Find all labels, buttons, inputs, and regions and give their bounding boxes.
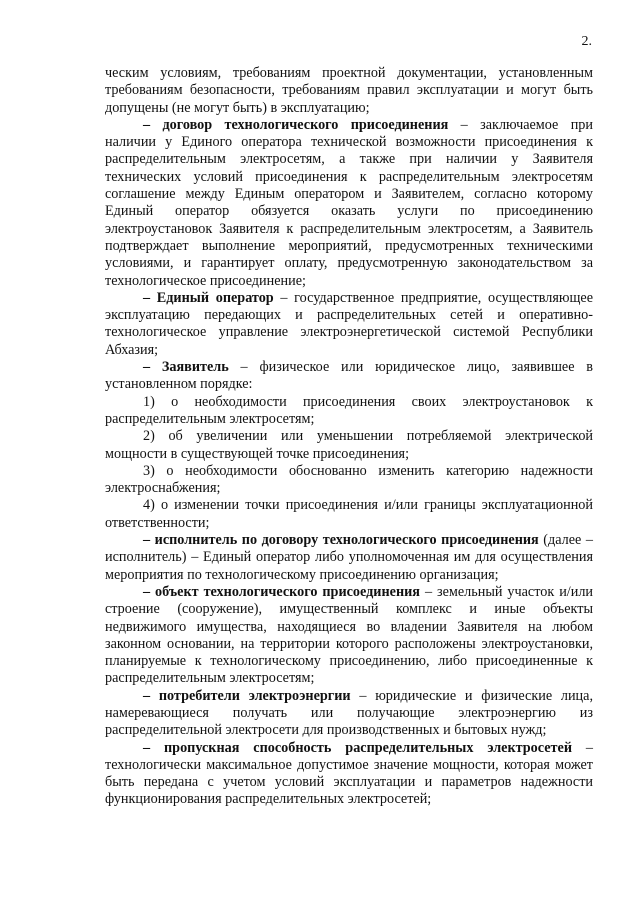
definition-capacity xyxy=(105,740,593,809)
defined-term: – Единый оператор xyxy=(143,289,274,306)
list-item xyxy=(105,497,593,532)
definition-text: – земельный участок и/или строение (сооружение), имущественный комплекс и иные объекты недвижимого имущества, находящиеся во владении Заявителя на любом законном основании, на территории которого расположены электроустановки, планируемые к технологическому присоединению, либо присоединенные к распределительным электросетям; xyxy=(105,583,593,687)
definition-text: – государственное предприятие, осуществляющее эксплуатацию передающих и распределительных сетей и оперативно-технологическое управление электроэнергетической системой Республики Абхазия; xyxy=(105,289,593,358)
definition-text: – заключаемое при наличии у Единого оператора технической возможности присоединения к распределительным электросетям, а также при наличии у Заявителя технических условий присоединения к распределительным электросетям соглашение между Единым оператором и Заявителем, согласно которому Единый оператор обязуется оказать услуги по присоединению электроустановок Заявителя к распределительным электросетям, а Заявитель подтверждает выполнение мероприятий, предусмотренных техническими условиями, и гарантирует оплату, предусмотренную законодательством за технологическое присоединение; xyxy=(105,116,593,289)
list-item-text: 1) о необходимости присоединения своих электроустановок к распределительным электросетям; xyxy=(105,393,593,427)
definition-contractor xyxy=(105,532,593,584)
document-body xyxy=(105,65,593,809)
paragraph-text: ческим условиям, требованиям проектной документации, установленным требованиям безопасности, требованиям правил эксплуатации и могут быть допущены (не могут быть) в эксплуатацию; xyxy=(105,65,593,116)
page-number: 2. xyxy=(581,34,592,49)
defined-term: – пропускная способность распределительных электросетей xyxy=(143,739,572,756)
defined-term: – исполнитель по договору технологического присоединения xyxy=(143,532,539,549)
list-item-text: 4) о изменении точки присоединения и/или границы эксплуатационной ответственности; xyxy=(105,497,593,531)
defined-term: – Заявитель xyxy=(143,359,229,376)
list-item-text: 3) о необходимости обоснованно изменить категорию надежности электроснабжения; xyxy=(105,462,593,497)
definition-contract xyxy=(105,117,593,290)
definition-operator xyxy=(105,290,593,359)
list-item xyxy=(105,394,593,429)
definition-text: (далее – исполнитель) – Единый оператор либо уполномоченная им для осуществления мероприятия по технологическому присоединению организация; xyxy=(105,532,593,583)
definition-consumers xyxy=(105,688,593,740)
definition-text: – физическое или юридическое лицо, заявившее в установленном порядке: xyxy=(105,359,593,393)
defined-term: – потребители электроэнергии xyxy=(143,687,351,704)
list-item-text: 2) об увеличении или уменьшении потребляемой электрической мощности в существующей точке присоединения; xyxy=(105,428,593,462)
defined-term: – договор технологического присоединения xyxy=(143,116,449,133)
definition-applicant xyxy=(105,359,593,394)
paragraph-continuation xyxy=(105,65,593,117)
list-item xyxy=(105,463,593,498)
definition-text: – юридические и физические лица, намеревающиеся получать или получающие электроэнергию из распределительной электросети для производственных и бытовых нужд; xyxy=(105,687,593,739)
list-item xyxy=(105,428,593,463)
definition-text: – технологически максимальное допустимое значение мощности, которая может быть передана с учетом условий эксплуатации и параметров надежности функционирования распределительных электросетей; xyxy=(105,739,593,808)
definition-object xyxy=(105,584,593,688)
defined-term: – объект технологического присоединения xyxy=(143,583,420,600)
